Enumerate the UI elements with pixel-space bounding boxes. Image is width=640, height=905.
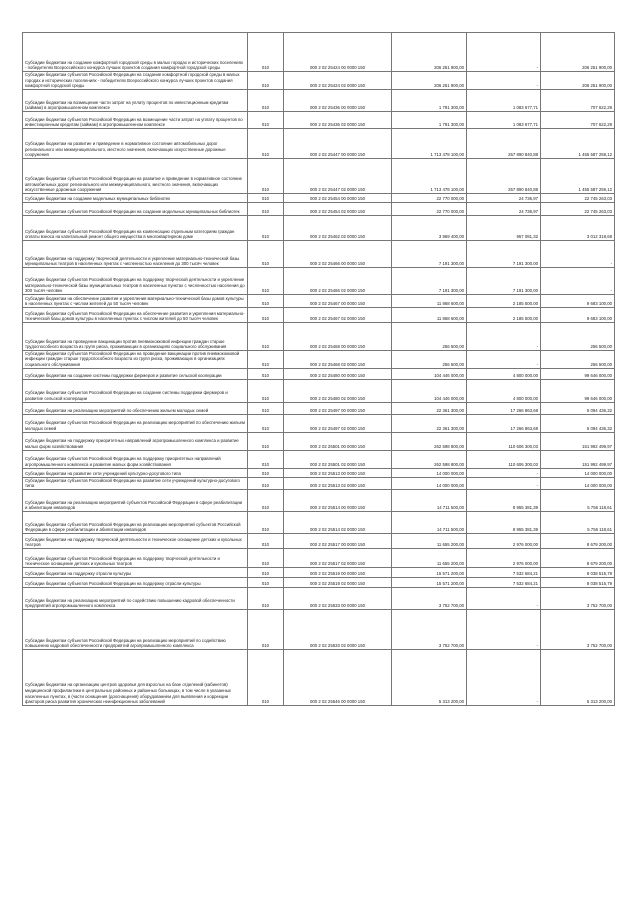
row-name-cell: Субсидии бюджетам на проведение вакцинации против пневмококковой инфекции граждан старше трудоспособного возраста из групп риска, проживающих в организациях социального обслуживания — [23, 322, 248, 350]
row-approved-cell: 3 969 400,00 — [392, 215, 467, 240]
row-kbk-cell: 000 2 02 25501 02 0000 150 — [284, 450, 392, 468]
row-kbk-cell: 000 2 02 25517 02 0000 150 — [284, 548, 392, 567]
row-name-cell: Субсидии бюджетам на поддержку приоритетных направлений агропромышленного комплекса и развитие малых форм хозяйствования — [23, 432, 248, 450]
row-approved-cell: 1 713 478 100,00 — [392, 158, 467, 193]
table-row — [23, 72, 615, 90]
row-executed-cell: 17 266 863,68 — [467, 402, 541, 414]
row-executed-cell: 7 191 300,00 — [467, 267, 541, 294]
table-row — [23, 128, 615, 158]
table-row — [23, 567, 615, 577]
row-name-cell: Субсидии бюджетам субъектов Российской Федерации на создание модельных муниципальных библиотек — [23, 202, 248, 215]
row-name-cell: Субсидии бюджетам субъектов Российской Федерации на возмещение части затрат на уплату процентов по инвестиционным кредитам (займам) в агропромышленном комплексе — [23, 111, 248, 128]
row-kbk-cell: 000 2 02 25533 02 0000 150 — [284, 609, 392, 649]
row-executed-cell: 4 800 000,00 — [467, 368, 541, 379]
row-remainder-cell: 99 646 000,00 — [541, 368, 615, 379]
row-approved-cell: 1 791 300,00 — [392, 111, 467, 128]
row-remainder-cell: 14 000 000,00 — [541, 468, 615, 477]
row-approved-cell: 14 711 500,00 — [392, 511, 467, 533]
row-name-cell: Субсидии бюджетам субъектов Российской Федерации на обеспечение развития и укрепления материально-технической базы домов культуры в населенных пунктах с числом жителей до 50 тысяч человек — [23, 307, 248, 322]
row-remainder-cell: 151 992 499,97 — [541, 432, 615, 450]
row-approved-cell: 11 655 200,00 — [392, 548, 467, 567]
table-row — [23, 609, 615, 649]
row-kbk-cell: 000 2 02 25468 02 0000 150 — [284, 350, 392, 368]
row-code-cell: 010 — [248, 72, 284, 90]
row-executed-cell: - — [467, 322, 541, 350]
row-remainder-cell: 14 000 000,00 — [541, 477, 615, 489]
table-row — [23, 158, 615, 193]
table-row — [23, 432, 615, 450]
row-approved-cell: 11 868 600,00 — [392, 294, 467, 307]
row-kbk-cell: 000 2 02 25501 00 0000 150 — [284, 432, 392, 450]
row-code-cell: 010 — [248, 240, 284, 267]
row-executed-cell: 8 955 381,39 — [467, 489, 541, 511]
row-executed-cell: 17 266 863,68 — [467, 414, 541, 432]
table-body — [23, 33, 615, 706]
table-row — [23, 368, 615, 379]
row-remainder-cell: - — [541, 267, 615, 294]
row-name-cell: Субсидии бюджетам на создание модельных муниципальных библиотек — [23, 193, 248, 202]
row-kbk-cell: 000 2 02 25462 02 0000 150 — [284, 215, 392, 240]
row-executed-cell: - — [467, 587, 541, 609]
row-kbk-cell: 000 2 02 25519 02 0000 150 — [284, 577, 392, 587]
row-remainder-cell: 5 313 200,00 — [541, 649, 615, 705]
row-kbk-cell: 000 2 02 25467 02 0000 150 — [284, 307, 392, 322]
row-name-cell: Субсидии бюджетам субъектов Российской Федерации на поддержку отрасли культуры — [23, 577, 248, 587]
row-code-cell: 010 — [248, 548, 284, 567]
row-remainder-cell: - — [541, 240, 615, 267]
row-remainder-cell: 8 038 515,79 — [541, 567, 615, 577]
row-name-cell: Субсидии бюджетам субъектов Российской Федерации на компенсацию отдельным категориям граждан оплаты взноса на капитальный ремонт общего имущества в многоквартирном доме — [23, 215, 248, 240]
row-code-cell: 010 — [248, 89, 284, 111]
row-name-cell: Субсидии бюджетам субъектов Российской Федерации на проведение вакцинации против пневмококковой инфекции граждан старше трудоспособного возраста из групп риска, проживающих в организациях социального обслуживания — [23, 350, 248, 368]
row-name-cell: Субсидии бюджетам субъектов Российской Федерации на поддержку творческой деятельности и укрепление материально-технической базы муниципальных театров в населенных пунктах с численностью населения до 300 тысяч человек — [23, 267, 248, 294]
table-row — [23, 649, 615, 705]
row-code-cell: 010 — [248, 402, 284, 414]
row-approved-cell: 11 655 200,00 — [392, 533, 467, 548]
table-row — [23, 548, 615, 567]
row-kbk-cell: 000 2 02 25424 00 0000 150 — [284, 33, 392, 72]
row-code-cell: 010 — [248, 489, 284, 511]
table-row — [23, 111, 615, 128]
row-approved-cell: 256 500,00 — [392, 322, 467, 350]
row-executed-cell: - — [467, 350, 541, 368]
table-row — [23, 33, 615, 72]
row-code-cell: 010 — [248, 193, 284, 202]
row-code-cell: 010 — [248, 350, 284, 368]
row-executed-cell: 110 606 300,03 — [467, 432, 541, 450]
row-approved-cell: 11 868 600,00 — [392, 307, 467, 322]
row-remainder-cell: 5 094 436,32 — [541, 414, 615, 432]
row-name-cell: Субсидии бюджетам субъектов Российской Федерации на реализацию мероприятий по обеспечению жильем молодых семей — [23, 414, 248, 432]
row-approved-cell: 5 313 200,00 — [392, 649, 467, 705]
row-kbk-cell: 000 2 02 25436 00 0000 150 — [284, 89, 392, 111]
row-kbk-cell: 000 2 02 25519 00 0000 150 — [284, 567, 392, 577]
row-remainder-cell: 3 012 318,68 — [541, 215, 615, 240]
row-code-cell: 010 — [248, 294, 284, 307]
row-approved-cell: 22 361 300,00 — [392, 402, 467, 414]
row-remainder-cell: 3 752 700,00 — [541, 587, 615, 609]
row-kbk-cell: 000 2 02 25513 02 0000 150 — [284, 477, 392, 489]
table-row — [23, 468, 615, 477]
row-remainder-cell: 5 756 118,61 — [541, 489, 615, 511]
row-executed-cell: 24 736,97 — [467, 202, 541, 215]
row-name-cell: Субсидии бюджетам субъектов Российской Федерации на развитие и приведение в нормативное состояние автомобильных дорог регионального или межмуниципального, местного значения, включающих искусственные дорожные сооружения — [23, 158, 248, 193]
table-row — [23, 89, 615, 111]
row-name-cell: Субсидии бюджетам на реализацию мероприятий по обеспечению жильем молодых семей — [23, 402, 248, 414]
row-kbk-cell: 000 2 02 25514 00 0000 150 — [284, 489, 392, 511]
row-name-cell: Субсидии бюджетам субъектов Российской Федерации на реализацию мероприятий по содействию повышению кадровой обеспеченности предприятий агропромышленного комплекса — [23, 609, 248, 649]
row-code-cell: 010 — [248, 432, 284, 450]
row-kbk-cell: 000 2 02 25466 02 0000 150 — [284, 267, 392, 294]
table-row — [23, 322, 615, 350]
row-kbk-cell: 000 2 02 25546 00 0000 150 — [284, 649, 392, 705]
row-approved-cell: 1 791 300,00 — [392, 89, 467, 111]
row-remainder-cell: 9 683 100,00 — [541, 307, 615, 322]
table-row — [23, 489, 615, 511]
row-code-cell: 010 — [248, 33, 284, 72]
row-remainder-cell: 256 500,00 — [541, 322, 615, 350]
row-remainder-cell: 8 679 200,00 — [541, 533, 615, 548]
row-name-cell: Субсидии бюджетам на реализацию мероприятий по содействию повышению кадровой обеспеченности предприятий агропромышленного комплекса — [23, 587, 248, 609]
row-approved-cell: 22 361 300,00 — [392, 414, 467, 432]
row-remainder-cell: 9 683 100,00 — [541, 294, 615, 307]
row-name-cell: Субсидии бюджетам субъектов Российской Федерации на поддержку творческой деятельности и техническое оснащение детских и кукольных театров — [23, 548, 248, 567]
row-code-cell: 010 — [248, 477, 284, 489]
row-approved-cell: 206 251 900,00 — [392, 33, 467, 72]
row-approved-cell: 22 770 000,00 — [392, 202, 467, 215]
row-remainder-cell: 3 752 700,00 — [541, 609, 615, 649]
row-executed-cell: 2 976 000,00 — [467, 548, 541, 567]
row-name-cell: Субсидии бюджетам на развитие сети учреждений культурно-досугового типа — [23, 468, 248, 477]
row-name-cell: Субсидии бюджетам на поддержку творческой деятельности и техническое оснащение детских и кукольных театров — [23, 533, 248, 548]
row-code-cell: 010 — [248, 609, 284, 649]
row-kbk-cell: 000 2 02 25497 00 0000 150 — [284, 402, 392, 414]
row-name-cell: Субсидии бюджетам на развитие и приведение в нормативное состояние автомобильных дорог регионального или межмуниципального, местного значения, включающих искусственные дорожные сооружения — [23, 128, 248, 158]
row-name-cell: Субсидии бюджетам на реализацию мероприятий субъектов Российской Федерации в сфере реабилитации и абилитации инвалидов — [23, 489, 248, 511]
row-executed-cell: 257 890 840,88 — [467, 158, 541, 193]
row-executed-cell: - — [467, 72, 541, 90]
row-name-cell: Субсидии бюджетам субъектов Российской Федерации на развитие сети учреждений культурно-досугового типа — [23, 477, 248, 489]
row-remainder-cell: 707 622,29 — [541, 111, 615, 128]
row-name-cell: Субсидии бюджетам на поддержку творческой деятельности и укрепление материально-технической базы муниципальных театров в населенных пунктах с численностью населения до 300 тысяч человек — [23, 240, 248, 267]
table-row — [23, 267, 615, 294]
row-name-cell: Субсидии бюджетам субъектов Российской Федерации на создание комфортной городской среды в малых городах и исторических поселениях - победителях Всероссийского конкурса лучших проектов создания комфортной городской среды — [23, 72, 248, 90]
row-approved-cell: 262 598 800,00 — [392, 432, 467, 450]
row-kbk-cell: 000 2 02 25447 02 0000 150 — [284, 158, 392, 193]
row-approved-cell: 7 191 300,00 — [392, 240, 467, 267]
row-kbk-cell: 000 2 02 25467 00 0000 150 — [284, 294, 392, 307]
table-row — [23, 414, 615, 432]
table-row — [23, 477, 615, 489]
table-row — [23, 294, 615, 307]
row-executed-cell: 110 606 300,03 — [467, 450, 541, 468]
row-approved-cell: 262 598 800,00 — [392, 450, 467, 468]
row-executed-cell: 957 081,32 — [467, 215, 541, 240]
row-remainder-cell: 707 622,29 — [541, 89, 615, 111]
row-executed-cell: - — [467, 477, 541, 489]
row-code-cell: 010 — [248, 450, 284, 468]
row-executed-cell: 2 185 500,00 — [467, 294, 541, 307]
row-approved-cell: 14 711 500,00 — [392, 489, 467, 511]
row-approved-cell: 15 571 200,00 — [392, 577, 467, 587]
row-approved-cell: 3 752 700,00 — [392, 587, 467, 609]
budget-table — [22, 32, 615, 706]
row-code-cell: 010 — [248, 307, 284, 322]
row-approved-cell: 104 446 000,00 — [392, 379, 467, 402]
row-kbk-cell: 000 2 02 25454 00 0000 150 — [284, 193, 392, 202]
row-executed-cell: 8 955 381,39 — [467, 511, 541, 533]
row-kbk-cell: 000 2 02 25533 00 0000 150 — [284, 587, 392, 609]
row-executed-cell: 7 191 300,00 — [467, 240, 541, 267]
row-code-cell: 010 — [248, 577, 284, 587]
row-approved-cell: 256 500,00 — [392, 350, 467, 368]
row-name-cell: Субсидии бюджетам на возмещение части затрат на уплату процентов по инвестиционным кредитам (займам) в агропромышленном комплексе — [23, 89, 248, 111]
row-remainder-cell: 99 646 000,00 — [541, 379, 615, 402]
row-code-cell: 010 — [248, 379, 284, 402]
row-approved-cell: 22 770 000,00 — [392, 193, 467, 202]
row-executed-cell: 24 736,97 — [467, 193, 541, 202]
row-remainder-cell: 1 455 587 259,12 — [541, 158, 615, 193]
row-kbk-cell: 000 2 02 25447 00 0000 150 — [284, 128, 392, 158]
table-row — [23, 379, 615, 402]
row-approved-cell: 206 251 900,00 — [392, 72, 467, 90]
row-approved-cell: 15 571 200,00 — [392, 567, 467, 577]
row-kbk-cell: 000 2 02 25517 00 0000 150 — [284, 533, 392, 548]
table-row — [23, 307, 615, 322]
row-kbk-cell: 000 2 02 25480 00 0000 150 — [284, 368, 392, 379]
row-code-cell: 010 — [248, 128, 284, 158]
row-executed-cell: 7 532 684,21 — [467, 567, 541, 577]
row-code-cell: 010 — [248, 414, 284, 432]
row-approved-cell: 14 000 000,00 — [392, 468, 467, 477]
row-executed-cell: 1 083 677,71 — [467, 111, 541, 128]
document-page — [22, 32, 614, 706]
row-name-cell: Субсидии бюджетам на создание комфортной городской среды в малых городах и исторических поселениях - победителях Всероссийского конкурса лучших проектов создания комфортной городской среды — [23, 33, 248, 72]
row-code-cell: 010 — [248, 567, 284, 577]
row-kbk-cell: 000 2 02 25513 00 0000 150 — [284, 468, 392, 477]
row-code-cell: 010 — [248, 111, 284, 128]
row-approved-cell: 3 752 700,00 — [392, 609, 467, 649]
row-name-cell: Субсидии бюджетам на организацию центров здоровья для взрослых на базе отделений (кабинетов) медицинской профилактики в центральных районных и районных больницах, в том числе в указанных населенных пунктах, в (части оснащения (дооснащения) оборудованием для выявления и коррекции факторов риска развития хронических неинфекционных заболеваний — [23, 649, 248, 705]
row-executed-cell: 1 083 677,71 — [467, 89, 541, 111]
row-code-cell: 010 — [248, 267, 284, 294]
row-remainder-cell: 1 455 587 259,12 — [541, 128, 615, 158]
row-remainder-cell: 8 038 515,79 — [541, 577, 615, 587]
row-code-cell: 010 — [248, 649, 284, 705]
row-approved-cell: 7 191 300,00 — [392, 267, 467, 294]
row-executed-cell: 257 890 840,88 — [467, 128, 541, 158]
row-remainder-cell: 151 992 499,97 — [541, 450, 615, 468]
table-row — [23, 215, 615, 240]
row-remainder-cell: 22 745 263,03 — [541, 202, 615, 215]
row-name-cell: Субсидии бюджетам субъектов Российской Федерации на реализацию мероприятий субъектов Российской Федерации в сфере реабилитации и абилитации инвалидов — [23, 511, 248, 533]
row-remainder-cell: 8 679 200,00 — [541, 548, 615, 567]
row-remainder-cell: 5 756 118,61 — [541, 511, 615, 533]
row-kbk-cell: 000 2 02 25468 00 0000 150 — [284, 322, 392, 350]
table-row — [23, 193, 615, 202]
row-code-cell: 010 — [248, 511, 284, 533]
table-row — [23, 450, 615, 468]
row-kbk-cell: 000 2 02 25497 02 0000 150 — [284, 414, 392, 432]
row-name-cell: Субсидии бюджетам на создание системы поддержки фермеров и развитие сельской кооперации — [23, 368, 248, 379]
row-code-cell: 010 — [248, 533, 284, 548]
row-approved-cell: 14 000 000,00 — [392, 477, 467, 489]
row-approved-cell: 1 713 478 100,00 — [392, 128, 467, 158]
row-name-cell: Субсидии бюджетам субъектов Российской Федерации на поддержку приоритетных направлений агропромышленного комплекса и развитие малых форм хозяйствования — [23, 450, 248, 468]
row-executed-cell: - — [467, 468, 541, 477]
row-executed-cell: 4 800 000,00 — [467, 379, 541, 402]
table-row — [23, 587, 615, 609]
row-remainder-cell: 22 745 263,03 — [541, 193, 615, 202]
table-row — [23, 402, 615, 414]
row-remainder-cell: 5 094 436,32 — [541, 402, 615, 414]
row-executed-cell: 2 185 500,00 — [467, 307, 541, 322]
row-executed-cell: 7 532 684,21 — [467, 577, 541, 587]
row-code-cell: 010 — [248, 215, 284, 240]
row-code-cell: 010 — [248, 468, 284, 477]
row-code-cell: 010 — [248, 158, 284, 193]
row-kbk-cell: 000 2 02 25424 02 0000 150 — [284, 72, 392, 90]
row-kbk-cell: 000 2 02 25436 02 0000 150 — [284, 111, 392, 128]
row-name-cell: Субсидии бюджетам на поддержку отрасли культуры — [23, 567, 248, 577]
table-row — [23, 511, 615, 533]
table-row — [23, 350, 615, 368]
row-remainder-cell: 256 500,00 — [541, 350, 615, 368]
table-row — [23, 533, 615, 548]
row-executed-cell: 2 976 000,00 — [467, 533, 541, 548]
row-remainder-cell: 206 251 900,00 — [541, 72, 615, 90]
row-code-cell: 010 — [248, 202, 284, 215]
row-executed-cell: - — [467, 33, 541, 72]
table-row — [23, 240, 615, 267]
row-approved-cell: 104 446 000,00 — [392, 368, 467, 379]
row-name-cell: Субсидии бюджетам на обеспечение развития и укрепления материально-технической базы домов культуры в населенных пунктах с числом жителей до 50 тысяч человек — [23, 294, 248, 307]
row-kbk-cell: 000 2 02 25514 02 0000 150 — [284, 511, 392, 533]
row-code-cell: 010 — [248, 587, 284, 609]
row-code-cell: 010 — [248, 368, 284, 379]
row-executed-cell: - — [467, 609, 541, 649]
row-kbk-cell: 000 2 02 25454 02 0000 150 — [284, 202, 392, 215]
row-kbk-cell: 000 2 02 25466 00 0000 150 — [284, 240, 392, 267]
table-row — [23, 202, 615, 215]
row-code-cell: 010 — [248, 322, 284, 350]
table-row — [23, 577, 615, 587]
row-executed-cell: - — [467, 649, 541, 705]
row-remainder-cell: 206 251 900,00 — [541, 33, 615, 72]
row-name-cell: Субсидии бюджетам субъектов Российской Федерации на создание системы поддержки фермеров и развитие сельской кооперации — [23, 379, 248, 402]
row-kbk-cell: 000 2 02 25480 02 0000 150 — [284, 379, 392, 402]
